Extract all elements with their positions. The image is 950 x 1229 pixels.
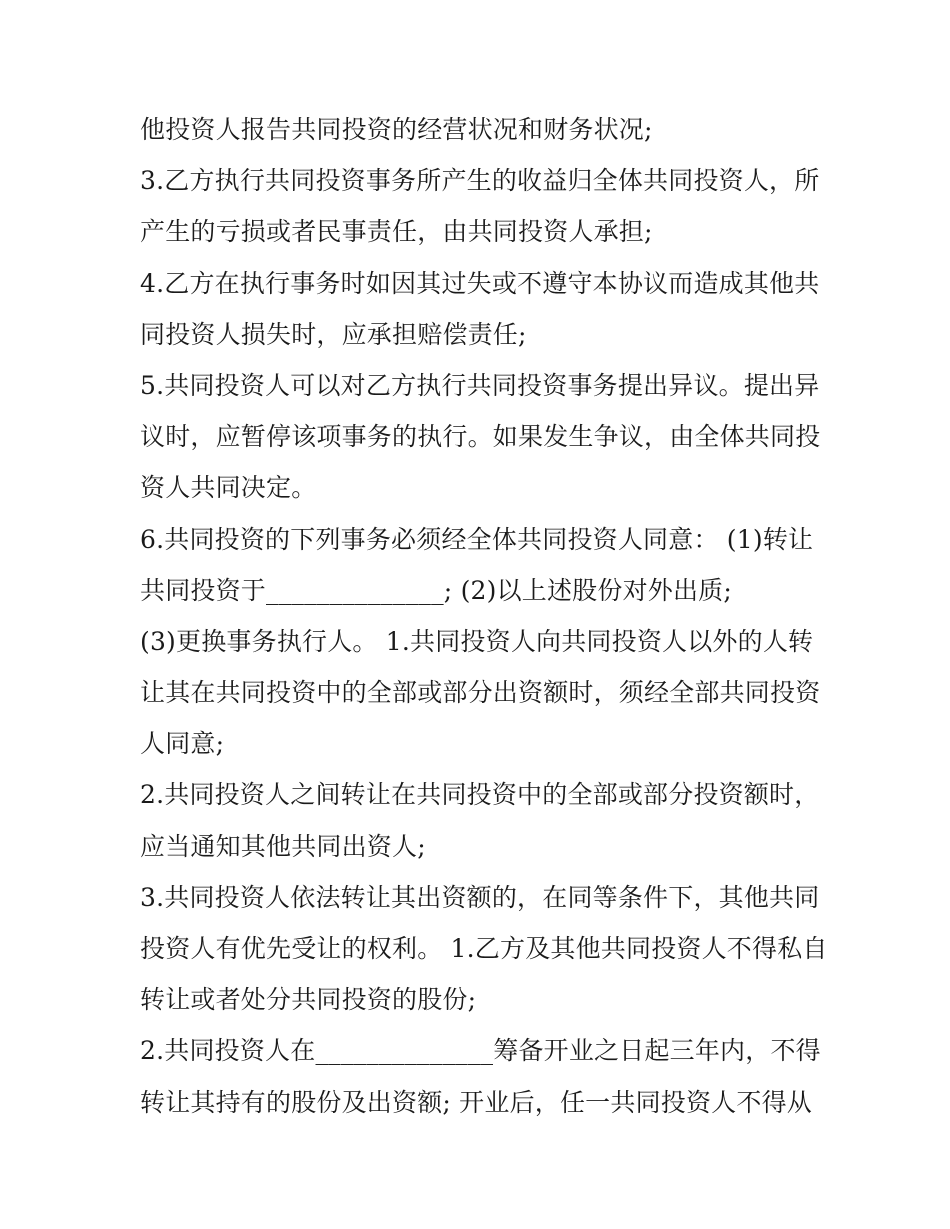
text-line: 2.共同投资人在______________筹备开业之日起三年内，不得 [140,1036,821,1066]
text-line: 转让其持有的股份及出资额; 开业后，任一共同投资人不得从 [140,1087,812,1117]
text-line: 2.共同投资人之间转让在共同投资中的全部或部分投资额时， [140,780,820,810]
text-line: 5.共同投资人可以对乙方执行共同投资事务提出异议。提出异 [140,370,820,400]
text-line: (3)更换事务执行人。 1.共同投资人向共同投资人以外的人转 [140,626,814,656]
text-line: 3.共同投资人依法转让其出资额的，在同等条件下，其他共同 [140,882,820,912]
text-line: 转让或者处分共同投资的股份; [140,985,477,1015]
document-body [140,104,828,1128]
text-line: 同投资人损失时，应承担赔偿责任; [140,319,527,349]
text-line: 资人共同决定。 [140,473,317,503]
text-line: 人同意; [140,729,225,759]
text-line: 议时，应暂停该项事务的执行。如果发生争议，由全体共同投 [140,422,821,452]
text-line: 6.共同投资的下列事务必须经全体共同投资人同意： (1)转让 [140,524,814,554]
text-line: 让其在共同投资中的全部或部分出资额时，须经全部共同投资 [140,678,821,708]
text-line: 他投资人报告共同投资的经营状况和财务状况; [140,115,653,144]
text-line: 4.乙方在执行事务时如因其过失或不遵守本协议而造成其他共 [140,268,820,298]
text-line: 投资人有优先受让的权利。 1.乙方及其他共同投资人不得私自 [140,934,828,963]
text-line: 应当通知其他共同出资人; [140,831,426,861]
text-line: 产生的亏损或者民事责任，由共同投资人承担; [140,217,653,247]
text-line: 3.乙方执行共同投资事务所产生的收益归全体共同投资人，所 [140,166,820,196]
text-line: 共同投资于______________; (2)以上述股份对外出质; [140,575,733,605]
